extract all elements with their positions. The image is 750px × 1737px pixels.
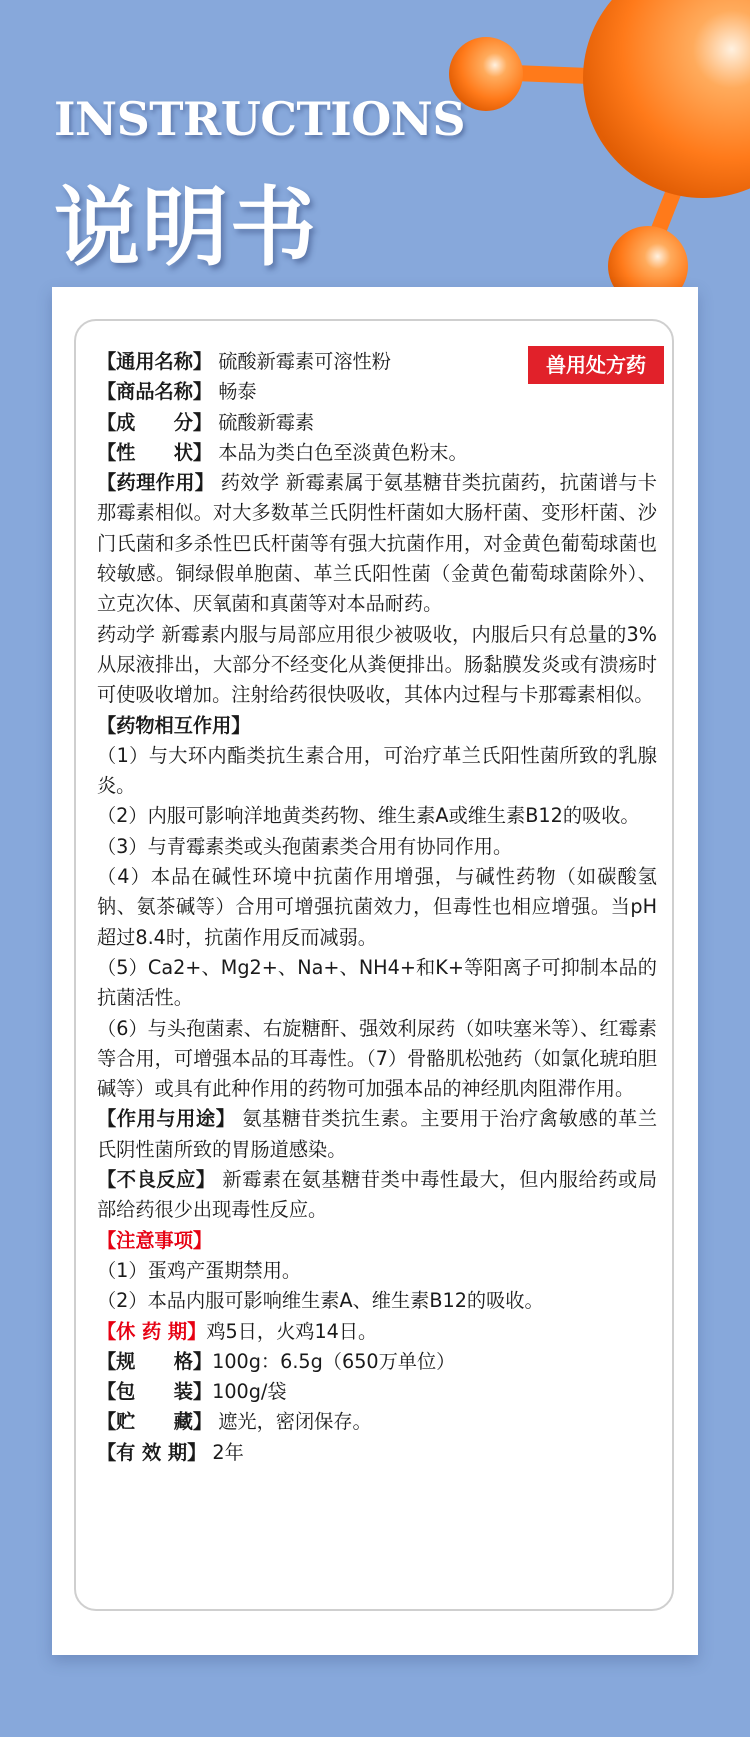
indications-section: [97, 1104, 657, 1165]
adverse-label: 【不良反应】: [97, 1168, 216, 1192]
entry-value: 遮光，密闭保存。: [218, 1410, 372, 1434]
entry-value: 100g：6.5g（650万单位）: [212, 1349, 456, 1373]
interaction-item: （3）与青霉素类或头孢菌素类合用有协同作用。: [97, 834, 513, 858]
interaction-item: （1）与大环内酯类抗生素合用，可治疗革兰氏阳性菌所致的乳腺炎。: [97, 743, 657, 798]
entry-value: 2年: [212, 1440, 244, 1464]
interaction-item: （2）内服可影响洋地黄类药物、维生素A或维生素B12的吸收。: [97, 804, 640, 828]
withdrawal-section: [97, 1317, 657, 1347]
entry-appearance: [97, 438, 657, 468]
entry-storage: [97, 1407, 657, 1437]
entry-generic-name: [97, 347, 657, 377]
prescription-badge: 兽用处方药: [528, 346, 664, 384]
entry-label: 【通用名称】: [97, 350, 213, 373]
entry-value: 100g/袋: [212, 1380, 287, 1404]
molecule-large-ball: [583, 0, 750, 198]
pharmacology-label: 【药理作用】: [97, 471, 215, 495]
pharmacology-text: 药效学 新霉素属于氨基糖苷类抗菌药，抗菌谱与卡那霉素相似。对大多数革兰氏阴性杆菌如大肠杆菌、变形杆菌、沙门氏菌和多杀性巴氏杆菌等有强大抗菌作用，对金黄色葡萄球菌也较敏感。铜绿假单胞菌、革兰氏阳性菌（金黄色葡萄球菌除外）、立克次体、厌氧菌和真菌等对本品耐药。: [97, 471, 657, 616]
indications-label: 【作用与用途】: [97, 1107, 236, 1131]
entry-value: 本品为类白色至淡黄色粉末。: [218, 440, 468, 464]
instructions-content: [97, 347, 657, 1468]
entry-shelf-life: [97, 1438, 657, 1468]
interaction-item: （6）与头孢菌素、右旋糖酐、强效利尿药（如呋塞米等）、红霉素等合用，可增强本品的耳毒性。（7）骨骼肌松弛药（如氯化琥珀胆碱等）或具有此种作用的药物可加强本品的神经肌肉阻滞作用。: [97, 1016, 657, 1101]
entry-ingredients: [97, 408, 657, 438]
title-english: INSTRUCTIONS: [54, 92, 466, 146]
precautions-label: 【注意事项】: [97, 1228, 213, 1252]
withdrawal-text: 鸡5日，火鸡14日。: [206, 1319, 378, 1343]
entry-value: 硫酸新霉素: [218, 410, 315, 434]
entry-value: 硫酸新霉素可溶性粉: [218, 350, 391, 373]
interaction-item: （4）本品在碱性环境中抗菌作用增强，与碱性药物（如碳酸氢钠、氨茶碱等）合用可增强抗菌效力，但毒性也相应增强。当pH超过8.4时，抗菌作用反而减弱。: [97, 865, 657, 949]
pharmacokinetics-text: 药动学 新霉素内服与局部应用很少被吸收，内服后只有总量的3%从尿液排出，大部分不经变化从粪便排出。肠黏膜发炎或有溃疡时可使吸收增加。注射给药很快吸收，其体内过程与卡那霉素相似。: [97, 622, 657, 707]
interactions-label: 【药物相互作用】: [97, 713, 251, 737]
entry-package: [97, 1377, 657, 1407]
instructions-card: [52, 287, 698, 1655]
entry-label: 【性 状】: [97, 440, 213, 464]
entry-label: 【成 分】: [97, 410, 213, 434]
entry-label: 【商品名称】: [97, 380, 213, 404]
indications-text: 氨基糖苷类抗生素。主要用于治疗禽敏感的革兰氏阴性菌所致的胃肠道感染。: [97, 1107, 658, 1161]
entry-value: 畅泰: [218, 380, 257, 404]
withdrawal-label: 【休 药 期】: [97, 1319, 207, 1343]
precaution-item: （1）蛋鸡产蛋期禁用。: [97, 1258, 302, 1282]
entry-label: 【包 装】: [97, 1380, 213, 1404]
entry-specification: [97, 1347, 657, 1377]
precaution-item: （2）本品内服可影响维生素A、维生素B12的吸收。: [97, 1289, 544, 1313]
title-chinese: 说明书: [54, 177, 318, 278]
adverse-section: [97, 1165, 657, 1226]
entry-label: 【贮 藏】: [97, 1410, 213, 1434]
adverse-text: 新霉素在氨基糖苷类中毒性最大，但内服给药或局部给药很少出现毒性反应。: [97, 1168, 658, 1222]
pharmacology-section: [97, 468, 657, 619]
entry-trade-name: [97, 377, 657, 407]
entry-label: 【有 效 期】: [97, 1440, 207, 1464]
interaction-item: （5）Ca2+、Mg2+、Na+、NH4+和K+等阳离子可抑制本品的抗菌活性。: [97, 955, 657, 1010]
entry-label: 【规 格】: [97, 1349, 213, 1373]
